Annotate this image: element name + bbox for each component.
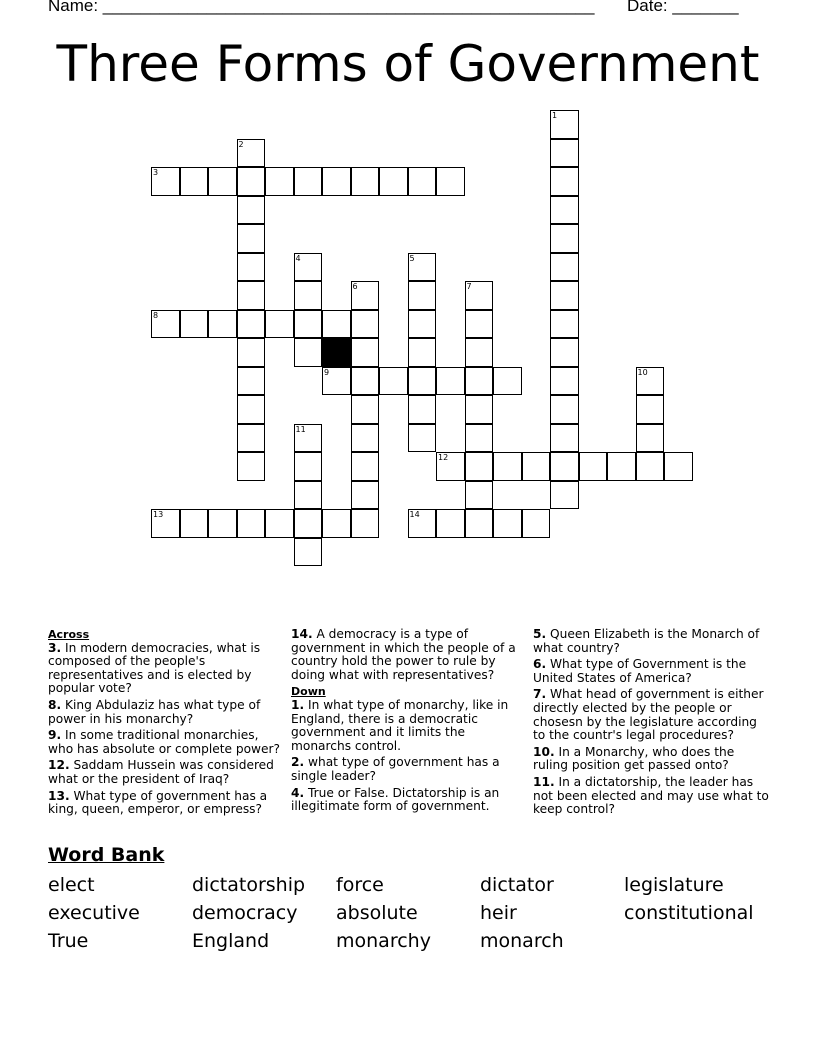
grid-cell[interactable] — [351, 481, 380, 510]
grid-cell[interactable] — [237, 281, 266, 310]
grid-cell[interactable] — [465, 338, 494, 367]
grid-cell[interactable] — [465, 509, 494, 538]
grid-cell[interactable] — [550, 367, 579, 396]
word-bank-word: force — [336, 874, 384, 896]
grid-cell[interactable] — [550, 424, 579, 453]
grid-cell[interactable] — [607, 452, 636, 481]
clue-across-3: 3. In modern democracies, what is composed of the people's representatives and is elected by popular vote? — [48, 640, 261, 696]
grid-cell[interactable] — [208, 310, 237, 339]
clue-number: 8 — [153, 310, 159, 320]
grid-cell[interactable] — [322, 509, 351, 538]
grid-cell[interactable] — [208, 167, 237, 196]
grid-cell[interactable] — [208, 509, 237, 538]
clue-number: 7 — [466, 282, 472, 291]
grid-cell[interactable] — [579, 452, 608, 481]
grid-cell[interactable] — [522, 452, 551, 481]
word-bank-word: constitutional — [624, 902, 754, 924]
grid-cell[interactable] — [237, 395, 266, 424]
clues-column-1 — [48, 628, 284, 820]
clue-down-7: 7. What head of government is either directly elected by the people or chosesn by the legislature according to the countr's legal procedures? — [533, 687, 764, 743]
clue-across-13: 13. What type of government has a king, queen, emperor, or empress? — [48, 788, 268, 817]
grid-cell[interactable] — [408, 395, 437, 424]
grid-cell[interactable] — [465, 395, 494, 424]
grid-cell[interactable] — [408, 367, 437, 396]
word-bank-word: True — [48, 930, 89, 952]
grid-cell[interactable] — [294, 538, 323, 567]
clue-number: 12 — [438, 453, 449, 462]
grid-cell[interactable] — [522, 509, 551, 538]
grid-cell[interactable] — [408, 424, 437, 453]
clue-down-4: 4. True or False. Dictatorship is an illegitimate form of government. — [291, 785, 500, 814]
clue-down-10: 10. In a Monarchy, who does the ruling position get passed onto? — [533, 744, 735, 773]
grid-cell[interactable] — [550, 167, 579, 196]
grid-cell[interactable] — [351, 310, 380, 339]
grid-cell[interactable] — [664, 452, 693, 481]
grid-cell[interactable] — [351, 367, 380, 396]
grid-cell[interactable] — [351, 509, 380, 538]
word-bank-word: executive — [48, 902, 140, 924]
clue-number: 13 — [153, 510, 164, 519]
grid-cell[interactable] — [550, 196, 579, 225]
word-bank-word: England — [192, 930, 270, 952]
clue-down-11: 11. In a dictatorship, the leader has not been elected and may use what to keep control? — [533, 774, 769, 817]
clues-column-2 — [291, 628, 523, 817]
clue-number: 6 — [352, 282, 358, 291]
grid-cell[interactable] — [408, 310, 437, 339]
grid-cell[interactable] — [237, 224, 266, 253]
word-bank-word: dictator — [480, 874, 554, 896]
grid-cell[interactable] — [294, 509, 323, 538]
word-bank-word: heir — [480, 902, 517, 924]
clue-across-12: 12. Saddam Hussein was considered what or the president of Iraq? — [48, 758, 274, 786]
clue-number: 11 — [295, 424, 306, 434]
clue-down-5: 5. Queen Elizabeth is the Monarch of what country? — [533, 627, 760, 655]
grid-cell[interactable] — [465, 452, 494, 481]
word-bank-word: absolute — [336, 902, 418, 924]
word-bank-word: monarchy — [336, 930, 431, 952]
grid-cell[interactable] — [408, 167, 437, 196]
page-title: Three Forms of Government — [56, 35, 760, 93]
down-heading: Down — [291, 685, 326, 699]
grid-cell[interactable] — [636, 452, 665, 481]
grid-cell[interactable] — [351, 452, 380, 481]
grid-cell[interactable] — [351, 424, 380, 453]
clue-number: 1 — [552, 111, 558, 120]
grid-cell[interactable] — [180, 509, 209, 538]
clue-down-1: 1. In what type of monarchy, like in England, there is a democratic government and it limits the monarchs control. — [291, 697, 509, 753]
grid-cell[interactable] — [180, 310, 209, 339]
grid-cell[interactable] — [436, 167, 465, 196]
grid-cell[interactable] — [237, 509, 266, 538]
clue-across-14: 14. A democracy is a type of government in which the people of a country hold the power to rule by doing what with representatives? — [291, 627, 516, 682]
grid-cell[interactable] — [550, 139, 579, 168]
clue-number: 4 — [295, 253, 301, 263]
grid-cell[interactable] — [237, 338, 266, 367]
grid-cell[interactable] — [550, 281, 579, 310]
word-bank-title: Word Bank — [48, 844, 165, 866]
grid-cell[interactable] — [436, 367, 465, 396]
grid-cell[interactable] — [322, 310, 351, 339]
grid-cell[interactable] — [294, 338, 323, 367]
grid-cell[interactable] — [265, 167, 294, 196]
grid-cell[interactable] — [436, 509, 465, 538]
grid-cell[interactable] — [294, 310, 323, 339]
clue-number: 5 — [409, 253, 415, 263]
grid-cell[interactable] — [636, 395, 665, 424]
word-bank-word: elect — [48, 874, 95, 896]
grid-cell[interactable] — [294, 281, 323, 310]
clue-number: 10 — [637, 367, 648, 377]
word-bank-word: monarch — [480, 930, 564, 952]
clue-number: 9 — [324, 367, 330, 377]
clue-down-2: 2. what type of government has a single leader? — [291, 755, 500, 783]
grid-cell[interactable] — [465, 310, 494, 339]
grid-cell[interactable] — [550, 253, 579, 282]
grid-cell[interactable] — [180, 167, 209, 196]
grid-cell[interactable] — [379, 367, 408, 396]
grid-cell[interactable] — [550, 481, 579, 510]
grid-cell[interactable] — [351, 338, 380, 367]
clue-down-6: 6. What type of Government is the United States of America? — [533, 657, 747, 685]
grid-cell[interactable] — [322, 167, 351, 196]
grid-cell[interactable] — [550, 224, 579, 253]
across-heading: Across — [48, 628, 90, 641]
grid-cell[interactable] — [465, 424, 494, 453]
grid-cell[interactable] — [294, 481, 323, 510]
name-field[interactable]: Name: ____________________________________________________ — [48, 0, 595, 15]
clue-across-8: 8. King Abdulaziz has what type of power in his monarchy? — [48, 697, 261, 726]
word-bank-word: democracy — [192, 902, 298, 924]
grid-cell[interactable] — [550, 452, 579, 481]
grid-cell[interactable] — [294, 452, 323, 481]
grid-cell[interactable] — [408, 281, 437, 310]
clues-column-3 — [533, 628, 769, 820]
grid-cell[interactable] — [465, 367, 494, 396]
grid-cell[interactable] — [351, 167, 380, 196]
grid-cell[interactable] — [550, 338, 579, 367]
clue-number: 2 — [238, 139, 244, 149]
grid-cell[interactable] — [351, 395, 380, 424]
grid-cell[interactable] — [465, 481, 494, 510]
grid-cell[interactable] — [408, 338, 437, 367]
grid-cell[interactable] — [237, 253, 266, 282]
grid-cell[interactable] — [265, 310, 294, 339]
grid-cell[interactable] — [550, 395, 579, 424]
word-bank-word: legislature — [624, 874, 724, 896]
grid-cell[interactable] — [237, 367, 266, 396]
name-date-line — [48, 0, 748, 16]
grid-cell[interactable] — [550, 310, 579, 339]
grid-cell[interactable] — [237, 310, 266, 339]
clue-number: 3 — [153, 168, 159, 177]
black-cell — [322, 338, 351, 367]
grid-cell[interactable] — [237, 424, 266, 453]
grid-cell[interactable] — [294, 167, 323, 196]
grid-cell[interactable] — [493, 509, 522, 538]
date-field[interactable]: Date: _______ — [627, 0, 739, 15]
clue-across-9: 9. In some traditional monarchies, who has absolute or complete power? — [48, 728, 280, 756]
grid-cell[interactable] — [493, 367, 522, 396]
grid-cell[interactable] — [237, 167, 266, 196]
grid-cell[interactable] — [237, 452, 266, 481]
clue-number: 14 — [409, 510, 420, 519]
grid-cell[interactable] — [379, 167, 408, 196]
grid-cell[interactable] — [265, 509, 294, 538]
grid-cell[interactable] — [636, 424, 665, 453]
word-bank-word: dictatorship — [192, 874, 306, 896]
grid-cell[interactable] — [493, 452, 522, 481]
grid-cell[interactable] — [237, 196, 266, 225]
